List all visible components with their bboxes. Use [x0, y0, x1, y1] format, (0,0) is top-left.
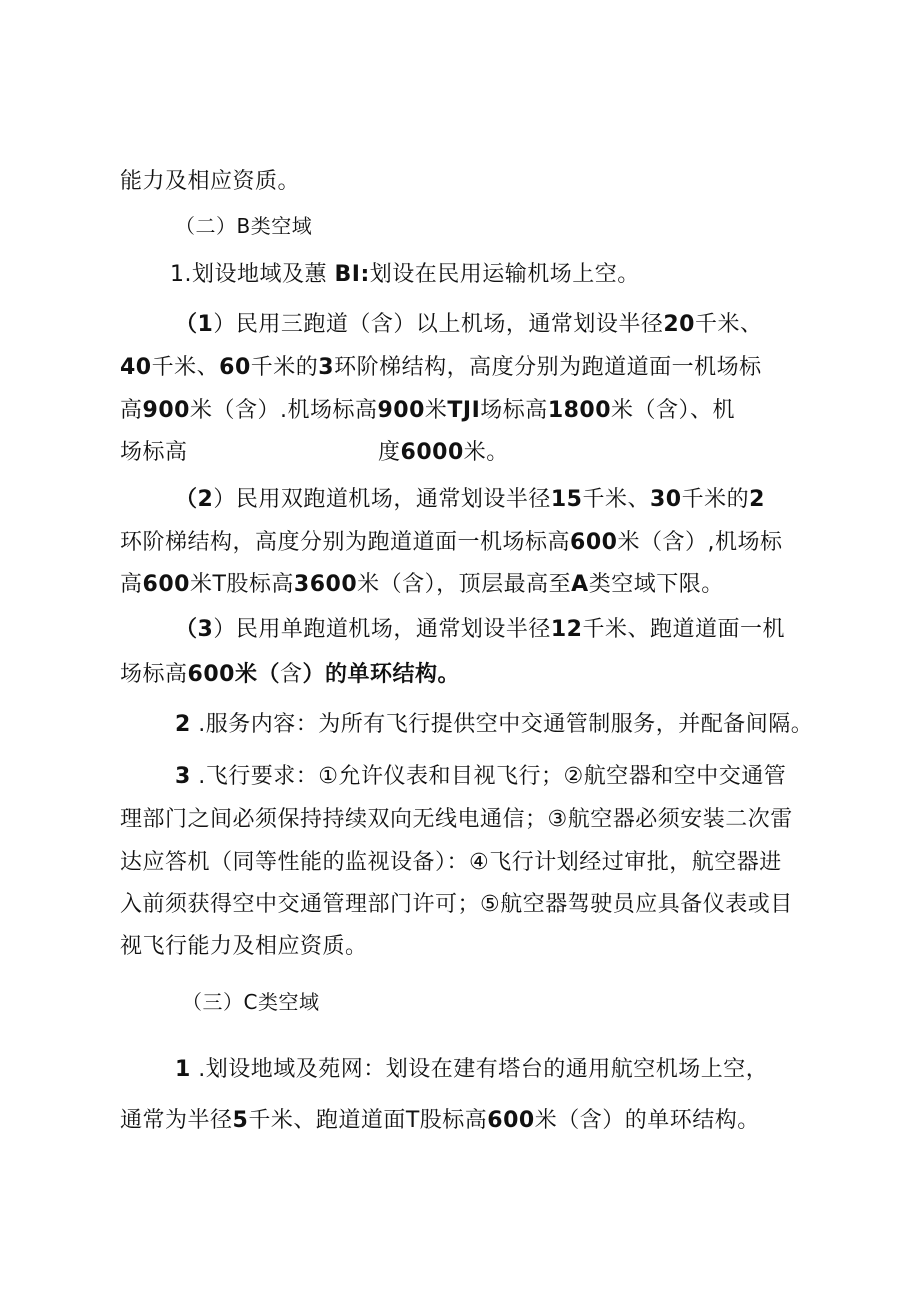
- text-run: 米（含）,机场标: [617, 530, 783, 555]
- text-run: 类空域下限。: [588, 572, 724, 597]
- text-run: 高: [120, 398, 143, 423]
- text-line: [120, 528, 782, 558]
- text-run: （三）C类空域: [182, 990, 320, 1014]
- text-run: 米: [424, 398, 448, 423]
- text-run: .划设地域及苑网：划设在建有塔台的通用航空机场上空，: [190, 1057, 769, 1082]
- text-run: 3: [175, 764, 191, 789]
- text-run: 600: [142, 572, 190, 597]
- text-run: .飞行要求：①允许仪表和目视飞行；②航空器和空中交通管: [190, 764, 787, 789]
- text-run: 视飞行能力及相应资质。: [120, 934, 368, 959]
- text-run: 千米、跑道道面T股标高: [248, 1108, 488, 1133]
- text-run: 环阶梯结构，高度分别为跑道道面一机场标: [334, 355, 762, 380]
- text-line: [175, 485, 765, 515]
- text-line: [170, 260, 640, 290]
- text-line: [120, 890, 793, 920]
- text-run: 1800: [547, 398, 612, 423]
- text-run: 千米的: [681, 487, 750, 512]
- text-run: 米T股标高: [189, 572, 294, 597]
- text-run: 2: [749, 487, 765, 512]
- text-run: 1: [175, 1057, 191, 1082]
- text-line: [120, 396, 735, 426]
- text-run: 5: [232, 1108, 249, 1133]
- text-run: 2: [197, 487, 214, 512]
- text-line: [120, 438, 188, 468]
- text-run: 米（含）.机场标高: [189, 398, 378, 423]
- text-run: （二）B类空域: [175, 214, 313, 238]
- text-line: [120, 848, 782, 878]
- text-line: [175, 710, 813, 740]
- text-run: 划设在民用运输机场上空。: [369, 262, 640, 287]
- text-run: 30: [649, 487, 682, 512]
- text-run: ）的单环结构。: [302, 662, 460, 687]
- text-run: 600: [570, 530, 618, 555]
- text-run: 40: [120, 355, 152, 380]
- text-run: ）民用三跑道（含）以上机场，通常划设半径: [213, 312, 664, 337]
- text-line: [120, 570, 724, 600]
- text-run: 达应答机（同等性能的监视设备）：④飞行计划经过审批，航空器进: [120, 850, 782, 875]
- text-run: BI:: [334, 262, 370, 287]
- text-run: 3: [318, 355, 335, 380]
- text-run: 千米的: [250, 355, 319, 380]
- text-line: [120, 167, 300, 197]
- text-run: TJI: [447, 398, 481, 423]
- text-run: 含: [279, 662, 303, 687]
- text-run: 能力及相应资质。: [120, 169, 301, 194]
- text-line: [175, 310, 762, 340]
- text-run: 场标高: [120, 440, 188, 465]
- text-run: （: [175, 487, 198, 512]
- text-run: 千米、: [582, 487, 650, 512]
- text-line: [378, 438, 509, 468]
- text-run: 理部门之间必须保持持续双向无线电通信；③航空器必须安装二次雷: [120, 807, 793, 832]
- text-run: 900: [142, 398, 190, 423]
- text-run: 场标高: [120, 662, 188, 687]
- text-run: （: [175, 617, 198, 642]
- section-heading: [182, 987, 319, 1017]
- text-run: 3600: [293, 572, 358, 597]
- text-run: 900: [377, 398, 425, 423]
- text-run: 通常为半径: [120, 1108, 233, 1133]
- text-run: 12: [550, 617, 583, 642]
- text-run: 米（: [234, 662, 280, 687]
- text-run: 入前须获得空中交通管理部门许可；⑤航空器驾驶员应具备仪表或目: [120, 892, 793, 917]
- text-run: （: [175, 312, 198, 337]
- text-line: [175, 1055, 768, 1085]
- text-run: 米（含）的单环结构。: [534, 1108, 760, 1133]
- text-run: 千米、跑道道面一机: [582, 617, 785, 642]
- text-run: 600: [487, 1108, 535, 1133]
- text-run: ）民用双跑道机场，通常划设半径: [213, 487, 551, 512]
- text-run: A: [571, 572, 589, 597]
- text-run: ）民用单跑道机场，通常划设半径: [213, 617, 551, 642]
- text-run: 场标高: [480, 398, 548, 423]
- text-line: [120, 660, 460, 690]
- text-run: 千米、: [694, 312, 763, 337]
- text-line: [120, 353, 762, 383]
- text-run: 度: [378, 440, 401, 465]
- text-line: [175, 615, 785, 645]
- text-line: [120, 932, 368, 962]
- text-run: 600: [187, 662, 235, 687]
- text-run: 环阶梯结构，高度分别为跑道道面一机场标高: [120, 530, 571, 555]
- text-run: 米（含）、机: [611, 398, 736, 423]
- text-run: 1.划设地域及蕙: [170, 262, 335, 287]
- section-heading: [175, 211, 312, 241]
- text-line: [175, 762, 786, 792]
- text-run: 20: [663, 312, 695, 337]
- text-line: [120, 805, 793, 835]
- text-run: 3: [197, 617, 214, 642]
- text-run: 1: [197, 312, 214, 337]
- text-run: 15: [550, 487, 583, 512]
- text-run: 米（含），顶层最高至: [357, 572, 572, 597]
- text-run: .服务内容：为所有飞行提供空中交通管制服务，并配备间隔。: [190, 712, 814, 737]
- text-line: [120, 1106, 760, 1136]
- text-run: 60: [219, 355, 251, 380]
- text-run: 米。: [463, 440, 509, 465]
- text-run: 2: [175, 712, 191, 737]
- text-run: 高: [120, 572, 143, 597]
- text-run: 6000: [400, 440, 464, 465]
- text-run: 千米、: [151, 355, 220, 380]
